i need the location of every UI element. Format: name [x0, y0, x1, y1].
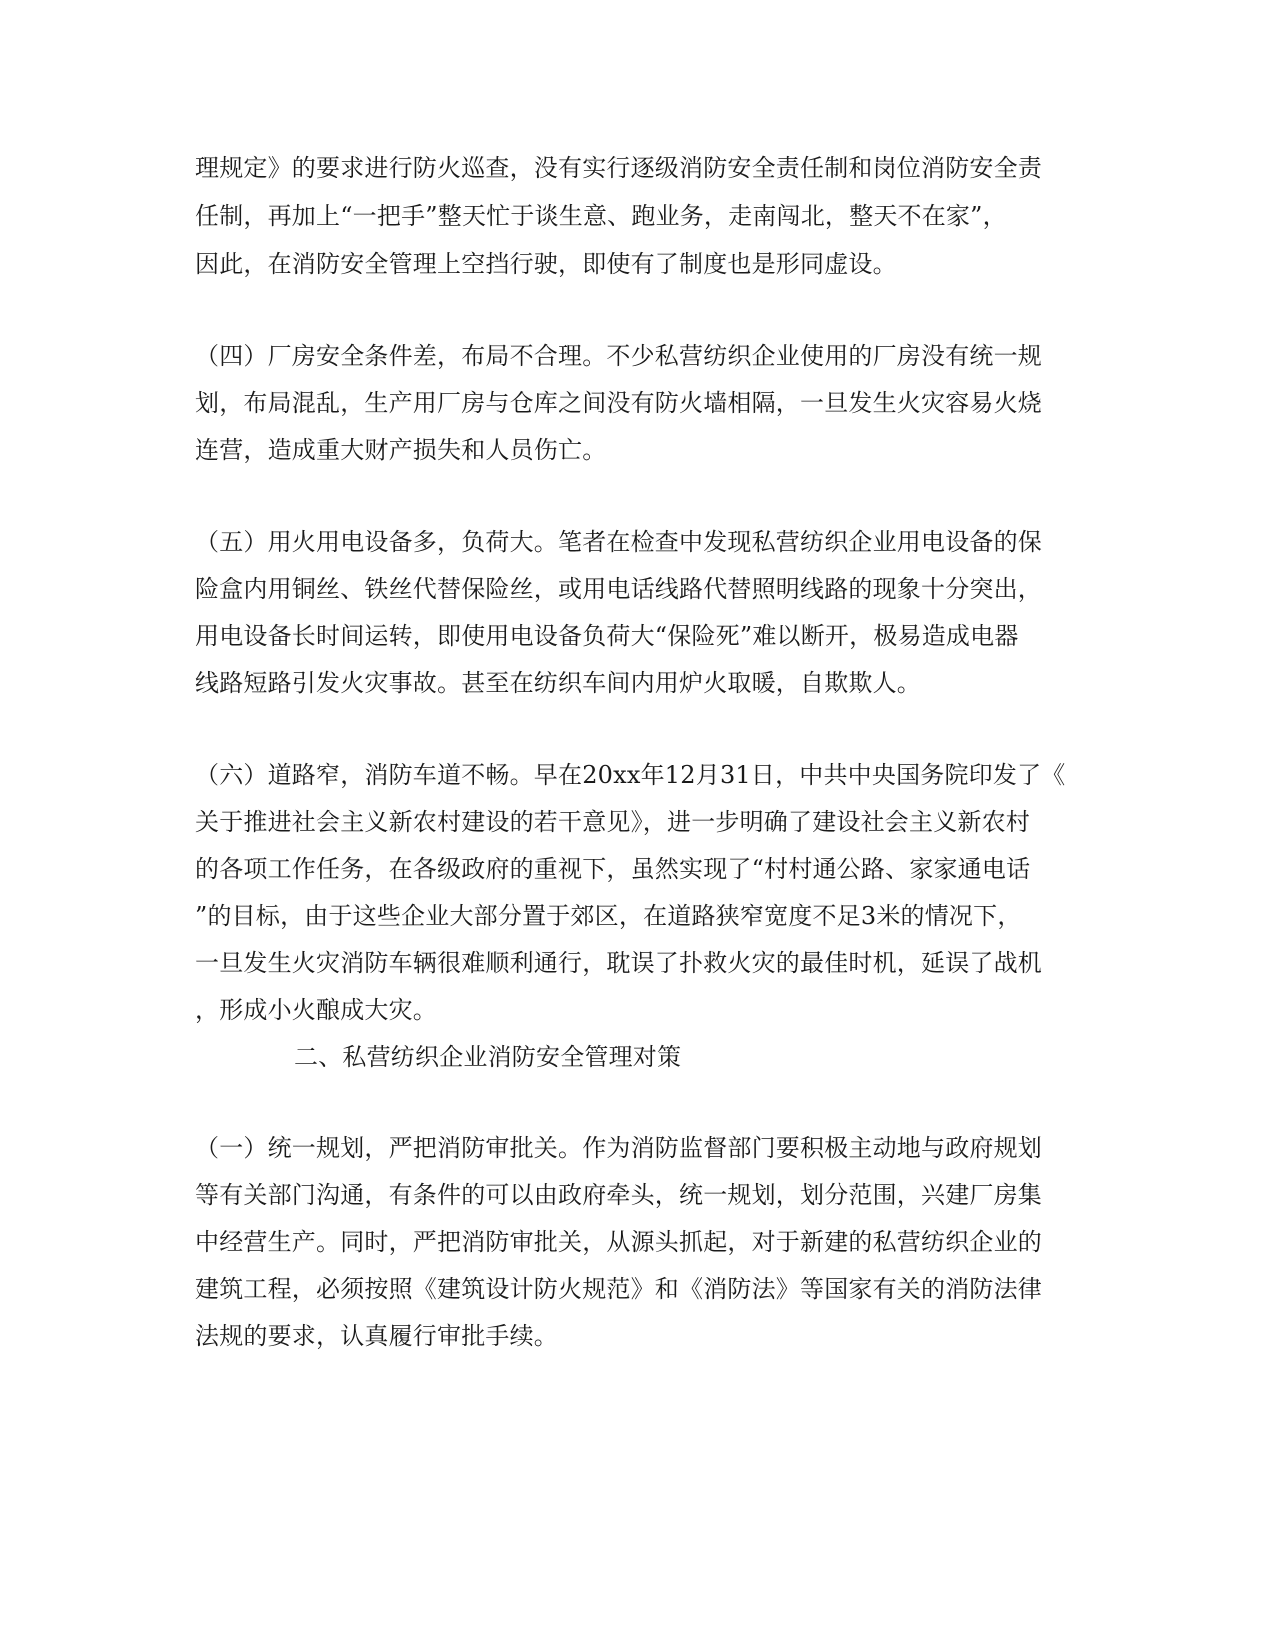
text-line: 理规定》的要求进行防火巡查，没有实行逐级消防安全责任制和岗位消防安全责	[195, 154, 1042, 182]
text-line: 一旦发生火灾消防车辆很难顺利通行，耽误了扑救火灾的最佳时机，延误了战机	[195, 949, 1042, 977]
text-line: 任制，再加上“一把手”整天忙于谈生意、跑业务，走南闯北，整天不在家”，	[195, 202, 1007, 230]
text-line: 用电设备长时间运转，即使用电设备负荷大“保险死”难以断开，极易造成电器	[195, 622, 1019, 650]
text-line: 连营，造成重大财产损失和人员伤亡。	[195, 436, 607, 464]
text-line: （六）道路窄，消防车道不畅。早在20xx年12月31日，中共中央国务院印发了《	[195, 761, 1066, 789]
text-line: 的各项工作任务，在各级政府的重视下，虽然实现了“村村通公路、家家通电话	[195, 855, 1031, 883]
text-line: 法规的要求，认真履行审批手续。	[195, 1322, 558, 1350]
text-line: 险盒内用铜丝、铁丝代替保险丝，或用电话线路代替照明线路的现象十分突出，	[195, 575, 1042, 603]
text-line: 等有关部门沟通，有条件的可以由政府牵头，统一规划，划分范围，兴建厂房集	[195, 1181, 1042, 1209]
text-line: 关于推进社会主义新农村建设的若干意见》，进一步明确了建设社会主义新农村	[195, 808, 1030, 836]
text-line: 因此，在消防安全管理上空挡行驶，即使有了制度也是形同虚设。	[195, 250, 897, 278]
section-heading: 二、私营纺织企业消防安全管理对策	[294, 1043, 682, 1071]
text-line: （五）用火用电设备多，负荷大。笔者在检查中发现私营纺织企业用电设备的保	[195, 528, 1042, 556]
text-line: （一）统一规划，严把消防审批关。作为消防监督部门要积极主动地与政府规划	[195, 1134, 1042, 1162]
text-line: （四）厂房安全条件差，布局不合理。不少私营纺织企业使用的厂房没有统一规	[195, 342, 1042, 370]
text-line: 线路短路引发火灾事故。甚至在纺织车间内用炉火取暖，自欺欺人。	[195, 669, 921, 697]
text-line: ，形成小火酿成大灾。	[195, 996, 437, 1024]
text-line: 建筑工程，必须按照《建筑设计防火规范》和《消防法》等国家有关的消防法律	[195, 1275, 1042, 1303]
text-line: ”的目标，由于这些企业大部分置于郊区，在道路狭窄宽度不足3米的情况下，	[195, 902, 1022, 930]
text-line: 中经营生产。同时，严把消防审批关，从源头抓起，对于新建的私营纺织企业的	[195, 1228, 1042, 1256]
text-line: 划，布局混乱，生产用厂房与仓库之间没有防火墙相隔，一旦发生火灾容易火烧	[195, 389, 1042, 417]
